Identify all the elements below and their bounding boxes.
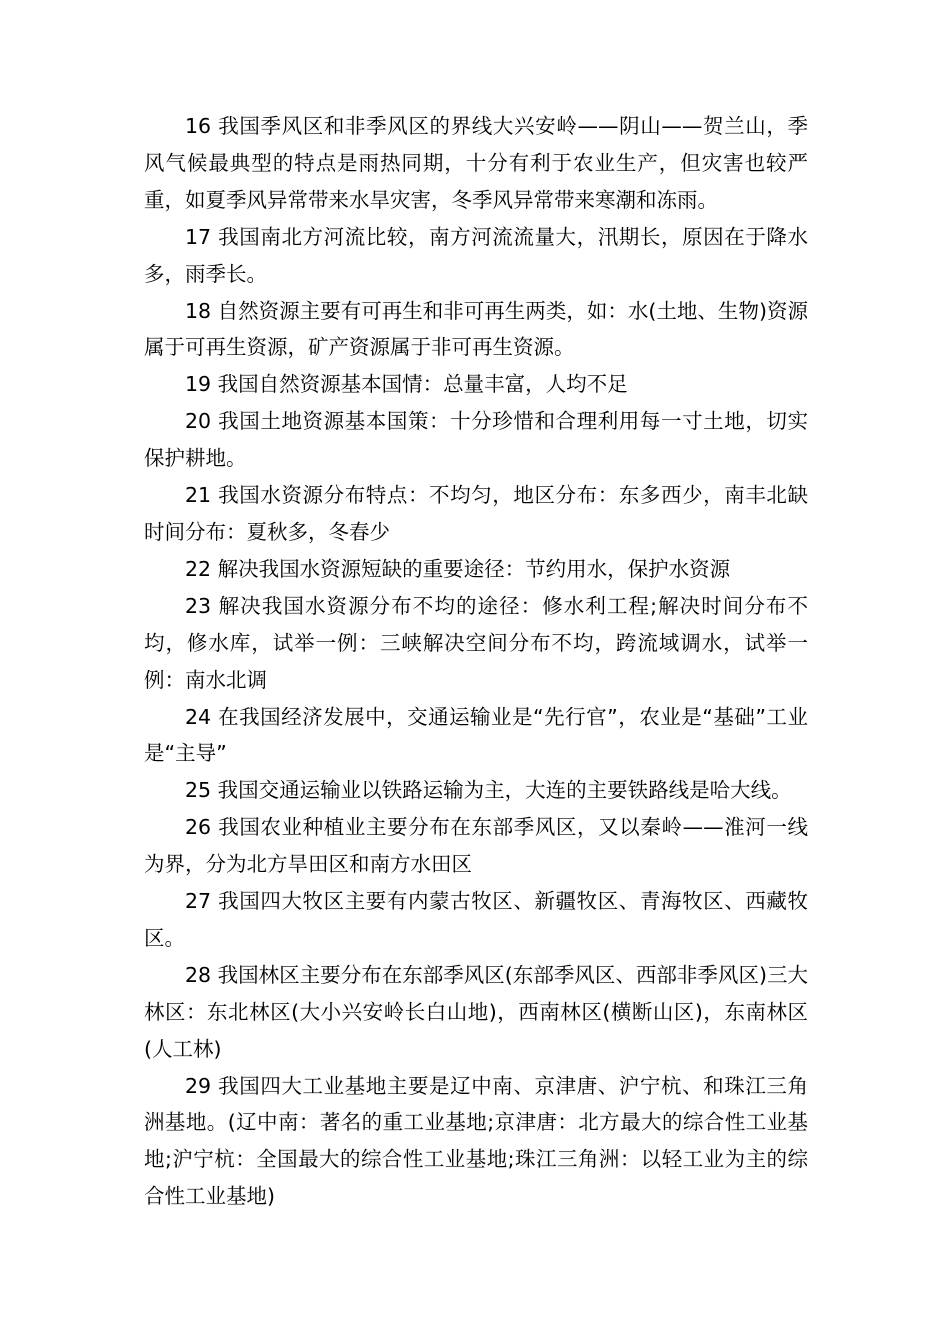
paragraph-23: 23 解决我国水资源分布不均的途径：修水利工程;解决时间分布不均，修水库，试举一例：三峡解决空间分布不均，跨流域调水，试举一例：南水北调 bbox=[144, 593, 808, 692]
paragraph-20: 20 我国土地资源基本国策：十分珍惜和合理利用每一寸土地，切实保护耕地。 bbox=[144, 409, 808, 471]
paragraph-29: 29 我国四大工业基地主要是辽中南、京津唐、沪宁杭、和珠江三角洲基地。(辽中南：著名的重工业基地;京津唐：北方最大的综合性工业基地;沪宁杭：全国最大的综合性工业基地;珠江三角洲：以轻工业为主的综合性工业基地) bbox=[144, 1073, 808, 1209]
paragraph-25: 25 我国交通运输业以铁路运输为主，大连的主要铁路线是哈大线。 bbox=[185, 778, 792, 803]
paragraph-19: 19 我国自然资源基本国情：总量丰富，人均不足 bbox=[185, 372, 628, 397]
paragraph-17: 17 我国南北方河流比较，南方河流流量大，汛期长，原因在于降水多，雨季长。 bbox=[144, 224, 808, 286]
paragraph-26: 26 我国农业种植业主要分布在东部季风区，又以秦岭——淮河一线为界，分为北方旱田区和南方水田区 bbox=[144, 815, 808, 877]
paragraph-18: 18 自然资源主要有可再生和非可再生两类，如：水(土地、生物)资源属于可再生资源，矿产资源属于非可再生资源。 bbox=[144, 298, 808, 360]
paragraph-27: 27 我国四大牧区主要有内蒙古牧区、新疆牧区、青海牧区、西藏牧区。 bbox=[144, 889, 808, 950]
paragraph-24: 24 在我国经济发展中，交通运输业是“先行官”，农业是“基础”工业是“主导” bbox=[144, 704, 808, 766]
paragraph-22: 22 解决我国水资源短缺的重要途径：节约用水，保护水资源 bbox=[185, 556, 731, 581]
paragraph-16: 16 我国季风区和非季风区的界线大兴安岭——阴山——贺兰山，季风气候最典型的特点是雨热同期，十分有利于农业生产，但灾害也较严重，如夏季风异常带来水旱灾害，冬季风异常带来寒潮和冻雨。 bbox=[144, 114, 808, 212]
paragraph-21: 21 我国水资源分布特点：不均匀，地区分布：东多西少，南丰北缺时间分布：夏秋多，冬春少 bbox=[144, 483, 808, 544]
paragraph-28: 28 我国林区主要分布在东部季风区(东部季风区、西部非季风区)三大林区：东北林区(大小兴安岭长白山地)，西南林区(横断山区)，东南林区(人工林) bbox=[144, 962, 808, 1061]
document-body bbox=[144, 108, 808, 1215]
